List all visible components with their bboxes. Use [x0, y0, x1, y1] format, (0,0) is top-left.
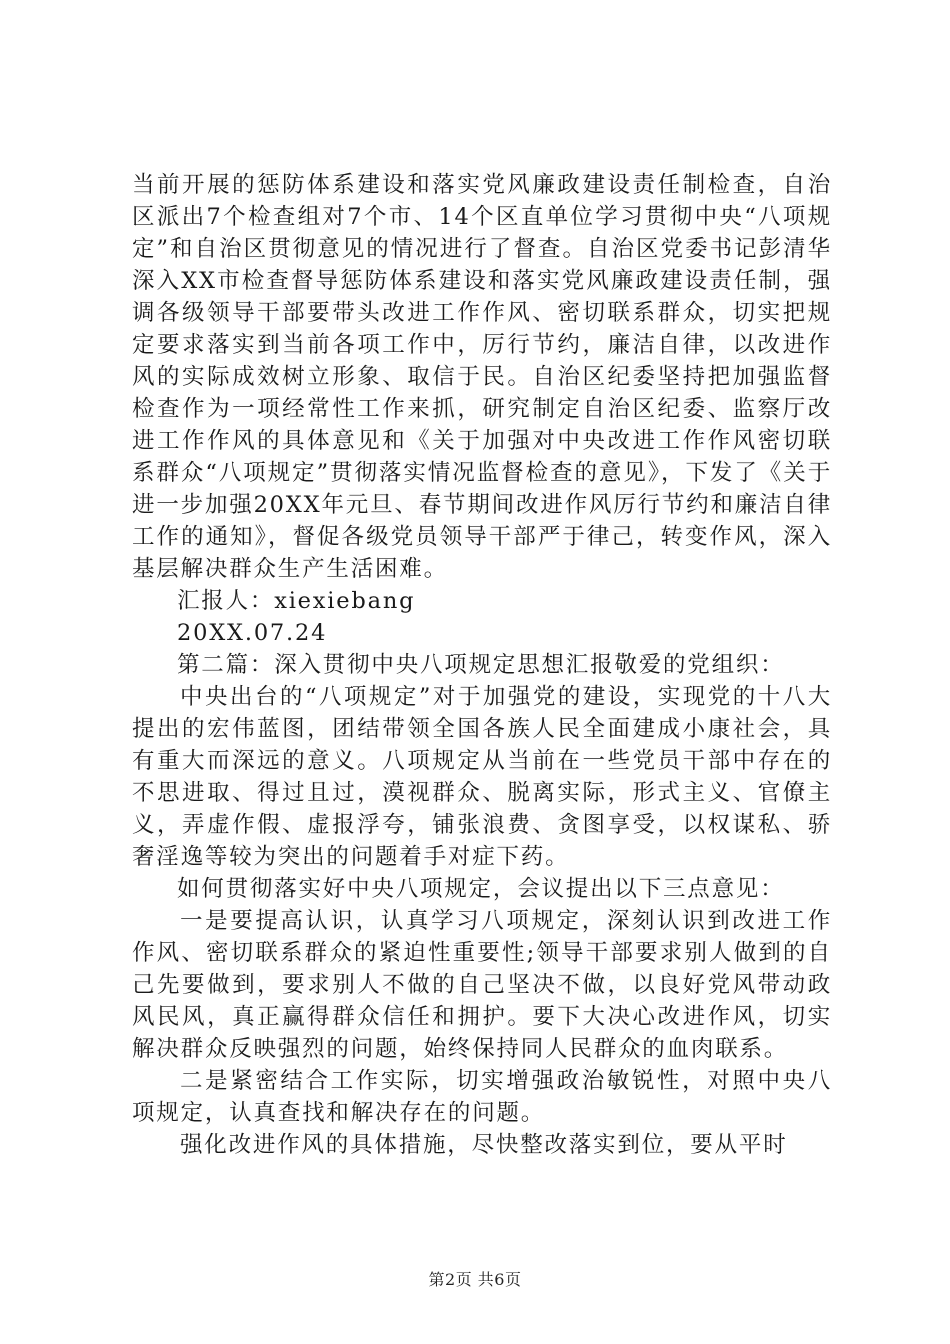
paragraph-measures: 强化改进作风的具体措施，尽快整改落实到位，要从平时: [180, 1132, 788, 1158]
paragraph-eight-rules: 中央出台的“八项规定”对于加强党的建设，实现党的十八大提出的宏伟蓝图，团结带领全国各族人民全面建成小康社会，具有重大而深远的意义。八项规定从当前在一些党员干部中存在的不思进取、得过且过，漠视群众、脱离实际，形式主义、官僚主义，弄虚作假、虚报浮夸，铺张浪费、贪图享受，以权谋私、骄奢淫逸等较为突出的问题着手对症下药。: [132, 684, 832, 870]
reporter-line: 汇报人：xiexiebang: [177, 588, 416, 614]
page-number-footer: 第2页 共6页: [428, 1270, 522, 1289]
document-body: [132, 169, 832, 1161]
paragraph-point-two: 二是紧密结合工作实际，切实增强政治敏锐性，对照中央八项规定，认真查找和解决存在的问题。: [132, 1068, 832, 1126]
paragraph-point-one: 一是要提高认识，认真学习八项规定，深刻认识到改进工作作风、密切联系群众的紧迫性重要性;领导干部要求别人做到的自己先要做到，要求别人不做的自己坚决不做，以良好党风带动政风民风，真正赢得群众信任和拥护。要下大决心改进作风，切实解决群众反映强烈的问题，始终保持同人民群众的血肉联系。: [132, 908, 832, 1062]
paragraph-inspection: 当前开展的惩防体系建设和落实党风廉政建设责任制检查，自治区派出7个检查组对7个市、14个区直单位学习贯彻中央“八项规定”和自治区贯彻意见的情况进行了督查。自治区党委书记彭清华深入XX市检查督导惩防体系建设和落实党风廉政建设责任制，强调各级领导干部要带头改进工作作风、密切联系群众，切实把规定要求落实到当前各项工作中，厉行节约，廉洁自律，以改进作风的实际成效树立形象、取信于民。自治区纪委坚持把加强监督检查作为一项经常性工作来抓，研究制定自治区纪委、监察厅改进工作作风的具体意见和《关于加强对中央改进工作作风密切联系群众“八项规定”贯彻落实情况监督检查的意见》，下发了《关于进一步加强20XX年元旦、春节期间改进作风厉行节约和廉洁自律工作的通知》，督促各级党员领导干部严于律己，转变作风，深入基层解决群众生产生活困难。: [132, 172, 832, 582]
date-line: 20XX.07.24: [177, 620, 328, 646]
paragraph-opinions-intro: 如何贯彻落实好中央八项规定，会议提出以下三点意见：: [177, 876, 785, 902]
section-heading: 第二篇：深入贯彻中央八项规定思想汇报敬爱的党组织：: [177, 652, 785, 678]
